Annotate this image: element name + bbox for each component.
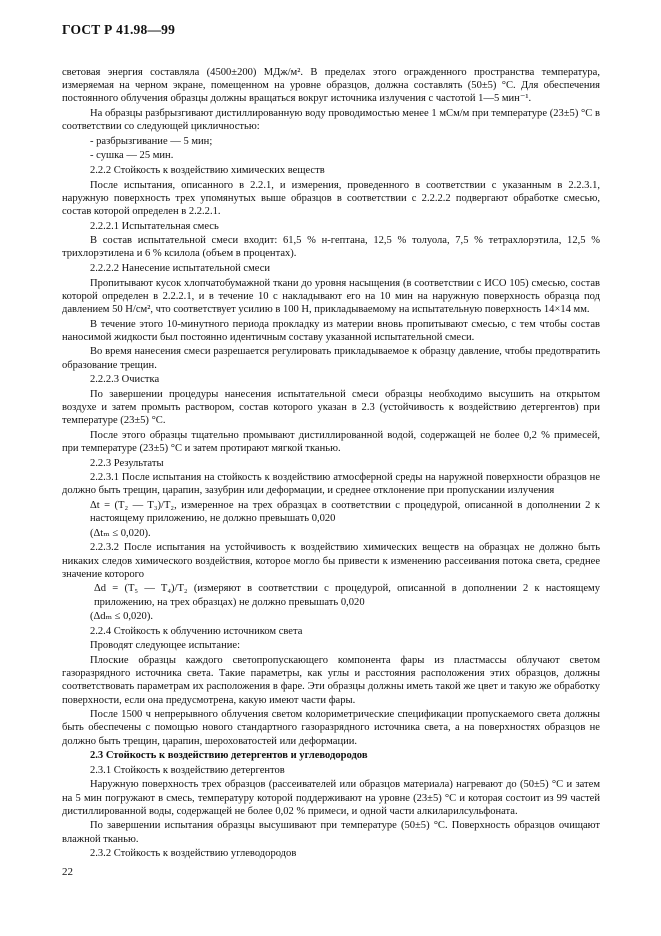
document-body — [62, 66, 600, 862]
paragraph: На образцы разбрызгивают дистиллированную воду проводимостью менее 1 мСм/м при температуре (23±5) °С в соответствии со следующей цикличностью: — [62, 108, 600, 133]
paragraph: Δd = (T₅ — T₄)/T₂ (измеряют в соответствии с процедурой, описанной в дополнении 2 к настоящему приложению, на трех образцах) не должно превышать 0,020 — [94, 583, 600, 608]
paragraph: - разбрызгивание — 5 мин; — [90, 135, 213, 147]
paragraph: Плоские образцы каждого светопропускающего компонента фары из пластмассы облучают светом газоразрядного источника света. Такие параметры, как углы и расстояния расположения этих образцов, должны соответствовать параметрам их расположения в фаре. Эти образцы должны иметь такой же цвет и такую же обработку поверхности, если она предусмотрена, какую имеют части фары. — [62, 654, 600, 706]
paragraph: (Δtₘ ≤ 0,020). — [90, 527, 151, 539]
paragraph: Во время нанесения смеси разрешается регулировать прикладываемое к образцу давление, чтобы предотвратить образование трещин. — [62, 346, 600, 371]
paragraph: 2.2.3 Результаты — [90, 457, 164, 469]
paragraph: По завершении испытания образцы высушивают при температуре (50±5) °С. Поверхность образцов очищают влажной тканью. — [62, 820, 600, 845]
paragraph: 2.2.3.1 После испытания на стойкость к воздействию атмосферной среды на наружной поверхности образцов не должно быть трещин, царапин, зазубрин или деформации, и среднее отклонение при пропускании излучения — [62, 472, 600, 497]
paragraph: - сушка — 25 мин. — [90, 150, 174, 162]
paragraph: Наружную поверхность трех образцов (рассеивателей или образцов материала) нагревают до (50±5) °С и затем на 5 мин погружают в смесь, температуру которой поддерживают на уровне (23±5) °С и которая состоит из 99 частей дистиллированной воды, содержащей не более 0,02 % примеси, и одной части алкиларилсульфоната. — [62, 779, 600, 817]
paragraph: 2.2.4 Стойкость к облучению источником света — [90, 625, 303, 637]
paragraph: 2.3.2 Стойкость к воздействию углеводородов — [90, 848, 297, 860]
paragraph: После этого образцы тщательно промывают дистиллированной водой, содержащей не более 0,2 % примесей, при температуре (23±5) °С и затем протирают мягкой тканью. — [62, 429, 600, 454]
paragraph: 2.3 Стойкость к воздействию детергентов и углеводородов — [90, 750, 368, 762]
paragraph: В состав испытательной смеси входит: 61,5 % н-гептана, 12,5 % толуола, 7,5 % тетрахлорэтила, 12,5 % трихлорэтилена и 6 % ксилола (объем в процентах). — [62, 235, 600, 260]
document-header: ГОСТ Р 41.98—99 — [62, 22, 176, 37]
paragraph: (Δdₘ ≤ 0,020). — [90, 611, 153, 623]
paragraph: 2.2.2 Стойкость к воздействию химических веществ — [90, 164, 325, 176]
page-number: 22 — [62, 866, 73, 878]
paragraph: 2.3.1 Стойкость к воздействию детергентов — [90, 764, 285, 776]
paragraph: световая энергия составляла (4500±200) МДж/м². В пределах этого огражденного пространства температура, измеряемая на черном экране, помещенном на уровне образцов, должна составлять (50±5) °С. Для обеспечения постоянного облучения образцы должны вращаться вокруг источника излучения с частотой 1—5 мин⁻¹. — [62, 67, 600, 105]
paragraph: В течение этого 10-минутного периода прокладку из материи вновь пропитывают смесью, с тем чтобы состав наносимой жидкости был постоянно идентичным составу указанной испытательной смеси. — [62, 318, 600, 343]
paragraph: 2.2.2.2 Нанесение испытательной смеси — [90, 262, 271, 274]
paragraph: 2.2.3.2 После испытания на устойчивость к воздействию химических веществ на образцах не должно быть никаких следов химического воздействия, которое могло бы привести к изменению рассеивания потока света, среднее значение которого — [62, 542, 600, 580]
paragraph: Δt = (T₂ — T₃)/T₂, измеренное на трех образцах в соответствии с процедурой, описанной в дополнении 2 к настоящему приложению, не должно превышать 0,020 — [90, 499, 600, 525]
paragraph: 2.2.2.1 Испытательная смесь — [90, 220, 219, 232]
paragraph: После 1500 ч непрерывного облучения светом колориметрические спецификации пропускаемого света должны быть обеспечены с помощью нового стандартного газоразрядного источника света, а на поверхностях образцов не должно быть трещин, царапин, шероховатостей или деформации. — [62, 709, 600, 747]
paragraph: 2.2.2.3 Очистка — [90, 374, 160, 386]
paragraph: Пропитывают кусок хлопчатобумажной ткани до уровня насыщения (в соответствии с ИСО 105) смесью, состав которой определен в 2.2.2.1, и в течение 10 с накладывают его на 10 мин на наружную поверхность образца под давлением 50 Н/см², что соответствует усилию в 100 Н, прикладываемому на испытательную поверхность 14×14 мм. — [62, 277, 600, 315]
paragraph: После испытания, описанного в 2.2.1, и измерения, проведенного в соответствии с указанным в 2.2.3.1, наружную поверхность трех упомянутых выше образцов в соответствии с 2.2.2.2 подвергают обработке смесью, состав которой определен в 2.2.2.1. — [62, 179, 600, 217]
paragraph: По завершении процедуры нанесения испытательной смеси образцы необходимо высушить на открытом воздухе и затем промыть раствором, состав которого указан в 2.3 (устойчивость к воздействию детергентов) при температуре (23±5) °С. — [62, 388, 600, 427]
paragraph: Проводят следующее испытание: — [90, 640, 241, 652]
